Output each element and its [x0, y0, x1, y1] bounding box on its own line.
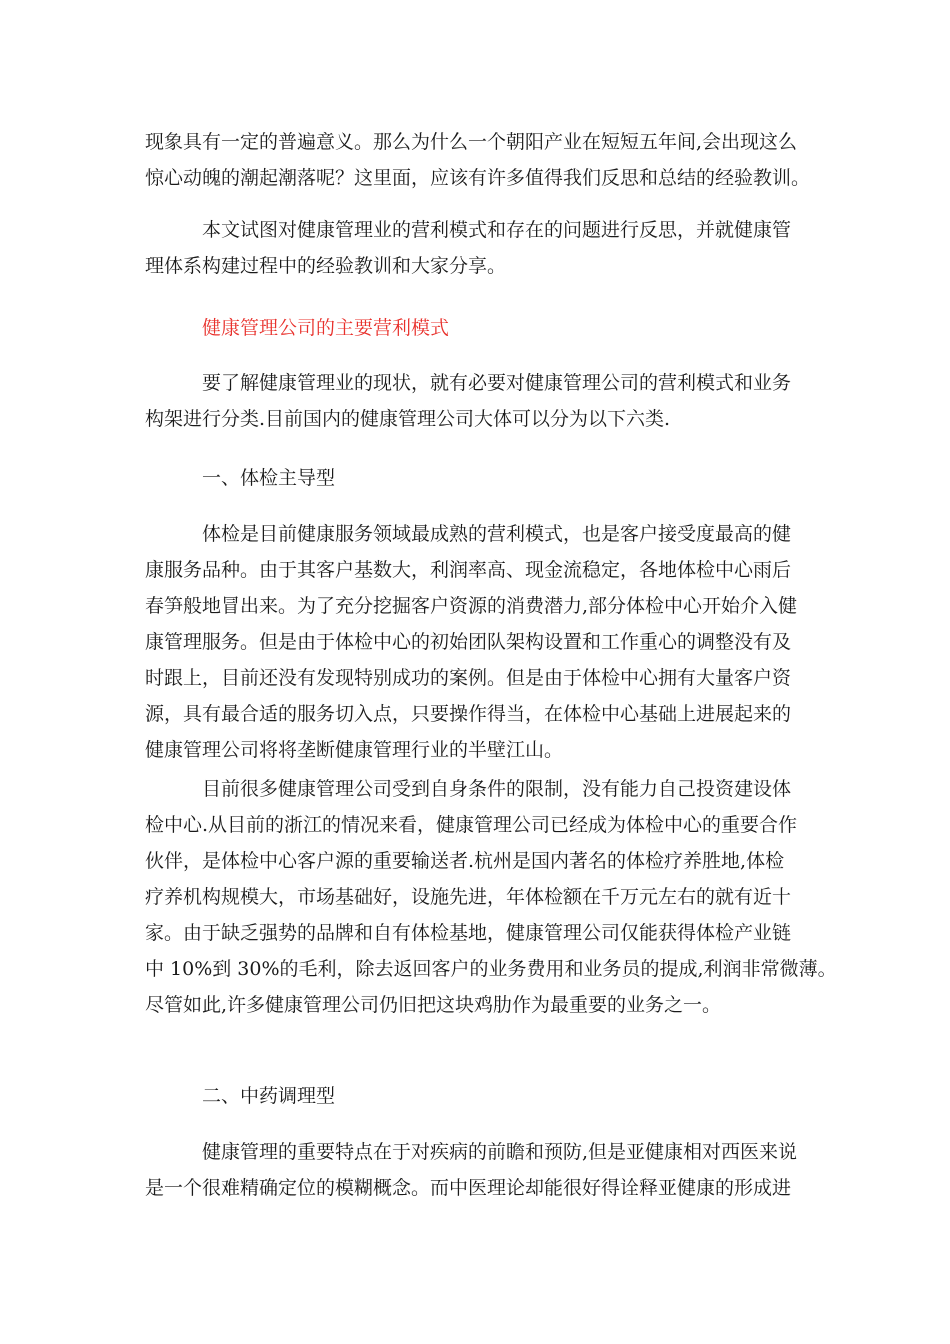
text-line: 构架进行分类.目前国内的健康管理公司大体可以分为以下六类.	[145, 408, 671, 430]
paragraph-intro-continuation	[145, 124, 815, 196]
text-line: 本文试图对健康管理业的营利模式和存在的问题进行反思，并就健康管	[202, 219, 792, 241]
text-line: 理体系构建过程中的经验教训和大家分享。	[145, 255, 507, 277]
text-line: 春笋般地冒出来。为了充分挖掘客户资源的消费潜力,部分体检中心开始介入健	[145, 595, 798, 617]
paragraph-tcm-model	[145, 1134, 815, 1206]
text-line: 体检是目前健康服务领域最成熟的营利模式，也是客户接受度最高的健	[202, 523, 792, 545]
text-line: 是一个很难精确定位的模糊概念。而中医理论却能很好得诠释亚健康的形成进	[145, 1177, 792, 1199]
paragraph-zhejiang-situation	[145, 771, 837, 1023]
text-line: 康服务品种。由于其客户基数大，利润率高、现金流稳定，各地体检中心雨后	[145, 559, 792, 581]
text-line: 健康管理的重要特点在于对疾病的前瞻和预防,但是亚健康相对西医来说	[202, 1141, 798, 1163]
text-line: 时跟上，目前还没有发现特别成功的案例。但是由于体检中心拥有大量客户资	[145, 667, 792, 689]
text-line: 惊心动魄的潮起潮落呢？这里面，应该有许多值得我们反思和总结的经验教训。	[145, 167, 811, 189]
text-line: 要了解健康管理业的现状，就有必要对健康管理公司的营利模式和业务	[202, 372, 792, 394]
paragraph-classification	[145, 365, 815, 437]
text-line: 现象具有一定的普遍意义。那么为什么一个朝阳产业在短短五年间,会出现这么	[145, 131, 798, 153]
text-line: 中 10%到 30%的毛利，除去返回客户的业务费用和业务员的提成,利润非常微薄。	[145, 958, 837, 980]
text-line: 健康管理公司将将垄断健康管理行业的半壁江山。	[145, 739, 564, 761]
subheading-text: 二、中药调理型	[202, 1085, 336, 1107]
subheading-text: 一、体检主导型	[202, 467, 336, 489]
text-line: 疗养机构规模大，市场基础好，设施先进，年体检额在千万元左右的就有近十	[145, 886, 792, 908]
paragraph-article-purpose	[145, 212, 815, 284]
text-line: 源，具有最合适的服务切入点，只要操作得当，在体检中心基础上进展起来的	[145, 703, 792, 725]
subheading-physical-exam	[145, 460, 815, 496]
subheading-tcm-conditioning	[145, 1078, 815, 1114]
section-heading-text: 健康管理公司的主要营利模式	[202, 317, 450, 339]
text-line: 目前很多健康管理公司受到自身条件的限制，没有能力自己投资建设体	[202, 778, 792, 800]
section-heading-profit-models	[145, 310, 815, 346]
text-line: 检中心.从目前的浙江的情况来看，健康管理公司已经成为体检中心的重要合作	[145, 814, 798, 836]
text-line: 伙伴，是体检中心客户源的重要输送者.杭州是国内著名的体检疗养胜地,体检	[145, 850, 785, 872]
text-line: 康管理服务。但是由于体检中心的初始团队架构设置和工作重心的调整没有及	[145, 631, 792, 653]
text-line: 家。由于缺乏强势的品牌和自有体检基地，健康管理公司仅能获得体检产业链	[145, 922, 792, 944]
text-line: 尽管如此,许多健康管理公司仍旧把这块鸡肋作为最重要的业务之一。	[145, 994, 722, 1016]
paragraph-physical-exam-model	[145, 516, 815, 768]
